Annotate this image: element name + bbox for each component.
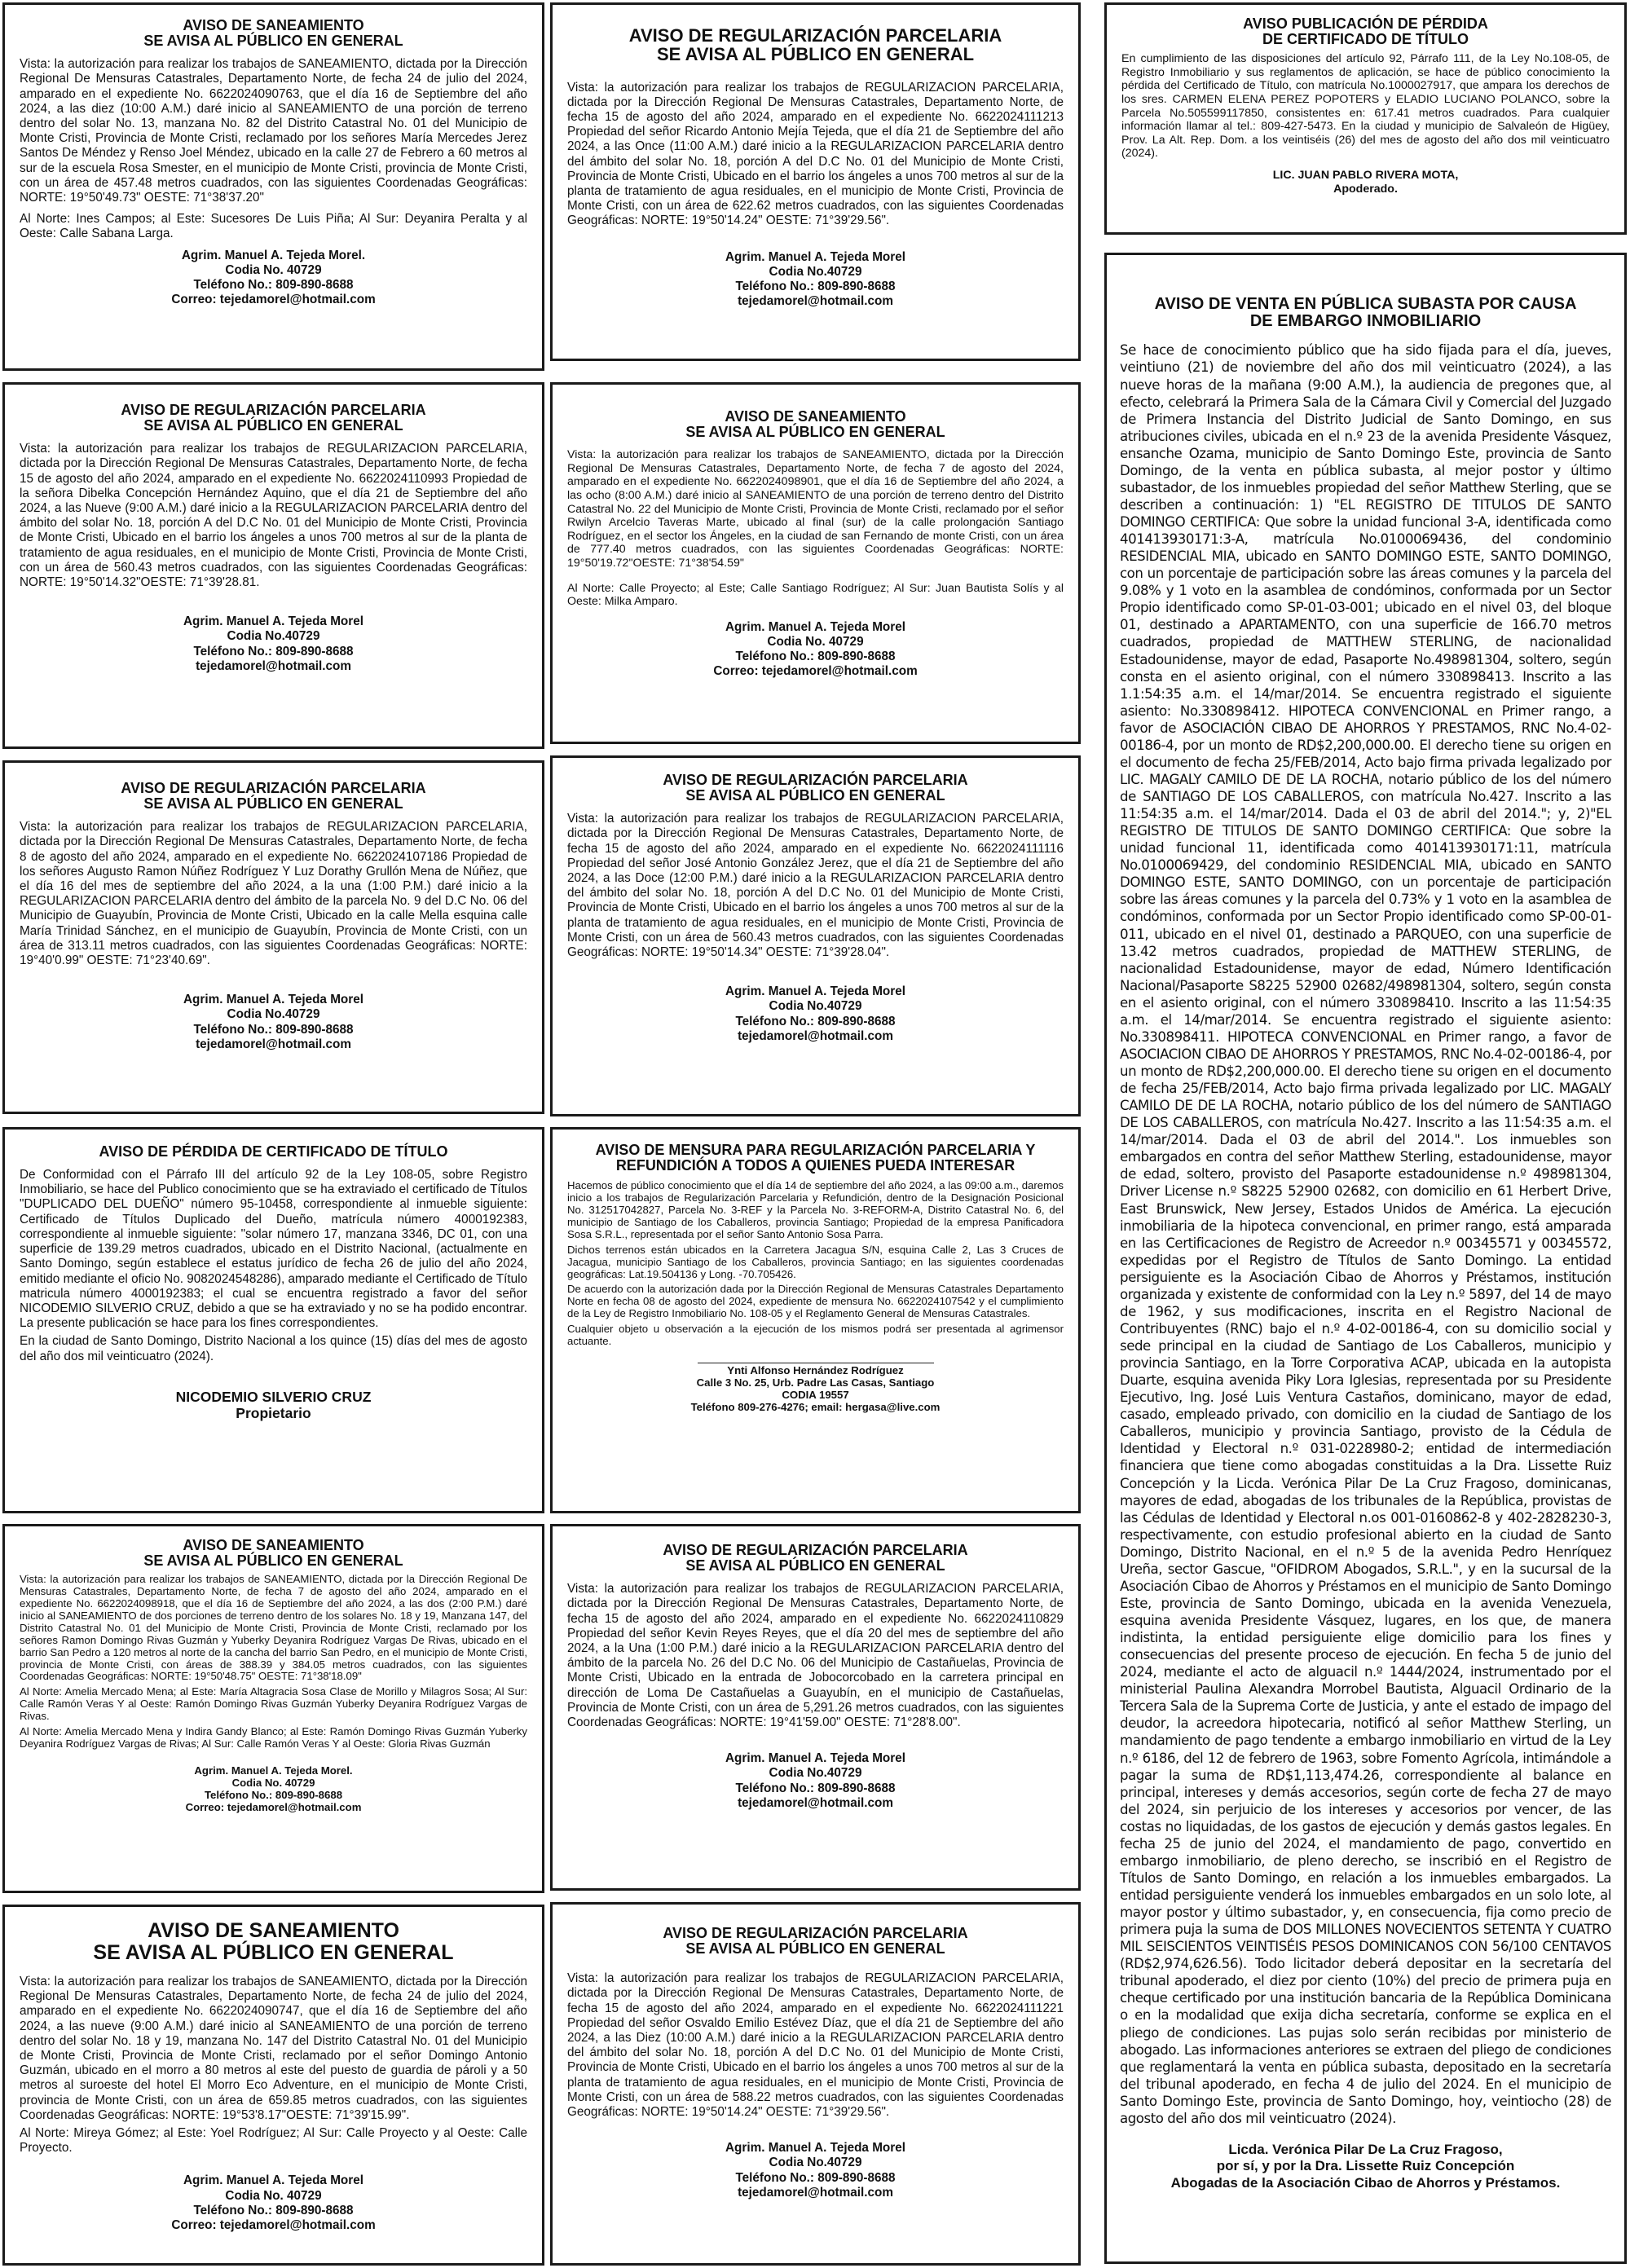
notice-regularizacion-4 — [550, 755, 1081, 1116]
title-line: REFUNDICIÓN A TODOS A QUIENES PUEDA INTERESAR — [615, 1157, 1015, 1174]
signature-line: LIC. JUAN PABLO RIVERA MOTA, — [1272, 169, 1459, 183]
signature-line: Correo: tejedamorel@hotmail.com — [171, 293, 376, 307]
notice-title — [1121, 16, 1610, 47]
notice-body: Dichos terrenos están ubicados en la Carretera Jacagua S/N, esquina Calle 2, Las 3 Cruces de Jacagua, municipio Santiago de los Caballeros, provincia Santiago; en las siguientes coordenadas geográficas: Lat.19.504136 y Long. -70.705426. — [567, 1243, 1064, 1280]
notice-regularizacion-1 — [2, 382, 544, 749]
title-line: AVISO DE REGULARIZACIÓN PARCELARIA — [121, 402, 426, 418]
notice-signature — [567, 620, 1064, 680]
signature-line: Teléfono No.: 809-890-8688 — [193, 644, 354, 658]
signature-line: Codia No. 40729 — [767, 635, 864, 650]
title-line: SE AVISA AL PÚBLICO EN GENERAL — [143, 1552, 403, 1570]
signature-line: Teléfono No.: 809-890-8688 — [735, 1014, 896, 1028]
notice-body: Vista: la autorización para realizar los trabajos de REGULARIZACION PARCELARIA, dictada por la Dirección Regional De Mensuras Catastrales, Departamento Norte, de fecha 15 de agosto del año 2024, amparado en el expediente No. 6622024111221 Propiedad del señor Osvaldo Emilio Estévez Díaz, que el día 21 de Septiembre del año 2024, a las Diez (10:00 A.M.) daré inicio a la REGULARIZACION PARCELARIA dentro del ámbito del solar No. 18, porción A del D.C No. 01 del Municipio de Monte Cristi, Provincia de Monte Cristi, Ubicado en el barrio los ángeles a unos 700 metros al sur de la planta de tratamiento de agua residuales, en el municipio de Monte Cristi, Provincia de Monte Cristi, con un área de 588.22 metros cuadrados, con las siguientes Coordenadas Geográficas: NORTE: 19°50'14.24" OESTE: 71°39'29.56". — [567, 1971, 1064, 2119]
title-line: DE EMBARGO INMOBILIARIO — [1249, 312, 1482, 331]
signature-line: Agrim. Manuel A. Tejeda Morel — [725, 1751, 905, 1766]
notice-body: Vista: la autorización para realizar los trabajos de REGULARIZACION PARCELARIA, dictada por la Dirección Regional De Mensuras Catastrales, Departamento Norte, de fecha 15 de agosto del año 2024, amparado en el expediente No. 6622024111213 Propiedad del señor Ricardo Antonio Mejía Tejeda, que el día 21 de Septiembre del año 2024, a las Once (11:00 A.M.) daré inicio a la REGULARIZACION PARCELARIA dentro del ámbito del solar No. 18, porción A del D.C No. 01 del Municipio de Monte Cristi, Provincia de Monte Cristi, Ubicado en el barrio los ángeles a unos 700 metros al sur de la planta de tratamiento de agua residuales, en el municipio de Monte Cristi, Provincia de Monte Cristi, con un área de 622.62 metros cuadrados, con las siguientes Coordenadas Geográficas: NORTE: 19°50'14.24" OESTE: 71°39'29.56". — [567, 80, 1064, 228]
notice-body: Cualquier objeto u observación a la ejecución de los mismos podrá ser presentada al agrimensor actuante. — [567, 1323, 1064, 1348]
signature-line: Agrim. Manuel A. Tejeda Morel — [725, 619, 905, 634]
title-line: SE AVISA AL PÚBLICO EN GENERAL — [143, 33, 403, 50]
notice-title — [20, 403, 527, 434]
notice-venta-subasta — [1104, 253, 1627, 2264]
signature-line: tejedamorel@hotmail.com — [738, 1795, 893, 1810]
title-line: AVISO DE REGULARIZACIÓN PARCELARIA — [628, 25, 1002, 46]
signature-line: Agrim. Manuel A. Tejeda Morel — [183, 614, 363, 629]
signature-line: Apoderado. — [1333, 182, 1398, 196]
signature-line: Codia No.40729 — [227, 629, 320, 644]
signature-line: Propietario — [236, 1404, 311, 1421]
notice-title — [567, 1543, 1064, 1574]
signature-line: Teléfono 809-276-4276; email: hergasa@live.com — [690, 1400, 941, 1413]
signature-line: Teléfono No.: 809-890-8688 — [193, 2203, 354, 2217]
signature-line: Codia No. 40729 — [231, 1776, 315, 1789]
signature-line: Teléfono No.: 809-890-8688 — [193, 1022, 354, 1037]
notice-body: Vista: la autorización para realizar los trabajos de SANEAMIENTO, dictada por la Dirección Regional De Mensuras Catastrales, Departamento Norte, de fecha 7 de agosto del año 2024, amparado en el expediente No. 6622024098918, que el día 16 de Septiembre del año 2024, a las dos (2:00 P.M.) daré inicio al SANEAMIENTO de dos porciones de terreno dentro de los solares No. 18 y 19, Manzana 147, del Distrito Catastral No. 01 del Municipio de Monte Cristi, Provincia de Monte Cristi, reclamado por los señores Ramon Domingo Rivas Guzmán y Yuberky Deyanira Rodríguez Vargas De Rivas, ubicado en el barrio San Pedro a 120 metros al norte de la cancha del barrio San Pedro, en el municipio de Monte Cristi, provincia de Monte Cristi, con áreas de 388.39 y 384.05 metros cuadrados, con las siguientes Coordenadas Geográficas: NORTE: 19°50'48.75" OESTE: 71°38'18.09" — [20, 1573, 527, 1683]
title-line: DE CERTIFICADO DE TÍTULO — [1262, 31, 1469, 48]
signature-line: NICODEMIO SILVERIO CRUZ — [175, 1388, 372, 1405]
signature-line: tejedamorel@hotmail.com — [738, 294, 893, 309]
signature-line: por sí, y por la Dra. Lissette Ruiz Concepción — [1216, 2158, 1515, 2174]
notice-title — [567, 1926, 1064, 1957]
title-line: SE AVISA AL PÚBLICO EN GENERAL — [143, 417, 403, 434]
signature-line: Teléfono No.: 809-890-8688 — [735, 1781, 896, 1795]
notice-signature — [1121, 169, 1610, 196]
signature-line: Agrim. Manuel A. Tejeda Morel — [725, 249, 905, 264]
signature-line: Codia No.40729 — [769, 999, 862, 1014]
notice-title — [20, 18, 527, 49]
signature-line: Agrim. Manuel A. Tejeda Morel. — [194, 1764, 353, 1777]
title-line: AVISO DE REGULARIZACIÓN PARCELARIA — [663, 1542, 968, 1558]
notice-saneamiento-4 — [2, 1905, 544, 2266]
notice-signature — [20, 993, 527, 1052]
signature-line: Correo: tejedamorel@hotmail.com — [713, 664, 918, 679]
notice-body: Al Norte: Mireya Gómez; al Este: Yoel Rodríguez; Al Sur: Calle Proyecto y al Oeste: Calle Proyecto. — [20, 2126, 527, 2156]
notice-title — [20, 1144, 527, 1160]
notice-saneamiento-1 — [2, 2, 544, 371]
notice-title — [20, 1920, 527, 1963]
notice-signature — [567, 984, 1064, 1044]
signature-line: tejedamorel@hotmail.com — [738, 2185, 893, 2200]
signature-line: Calle 3 No. 25, Urb. Padre Las Casas, Santiago — [696, 1376, 935, 1389]
title-line: AVISO DE REGULARIZACIÓN PARCELARIA — [663, 772, 968, 788]
title-line: AVISO DE SANEAMIENTO — [148, 1919, 399, 1942]
notice-body: Vista: la autorización para realizar los trabajos de SANEAMIENTO, dictada por la Dirección Regional De Mensuras Catastrales, Departamento Norte, de fecha 7 de agosto del 2024, amparado en el expediente No. 6622024098901, que el día 16 de Septiembre del año 2024, a las ocho (8:00 A.M.) daré inicio al SANEAMIENTO de una porción de terreno dentro del Distrito Catastral No. 22 del Municipio de Monte Cristi, Provincia de Monte Cristi, reclamado por el señor Rwilyn Arcelcio Taveras Marte, ubicado al final (sur) de la calle prolongación Santiago Rodríguez, en el sector los Ángeles, en la ciudad de san Fernando de monte Cristi, con un área de 777.40 metros cuadrados, con las siguientes Coordenadas Geográficas: NORTE: 19°50'19.72"OESTE: 71°38'54.59" — [567, 448, 1064, 570]
title-line: AVISO DE VENTA EN PÚBLICA SUBASTA POR CAUSA — [1154, 295, 1577, 313]
notice-signature — [567, 1751, 1064, 1811]
signature-line: tejedamorel@hotmail.com — [738, 1028, 893, 1043]
signature-line: Codia No.40729 — [769, 2156, 862, 2170]
signature-line: Teléfono No.: 809-890-8688 — [193, 278, 354, 292]
notice-body: Vista: la autorización para realizar los trabajos de REGULARIZACION PARCELARIA, dictada por la Dirección Regional De Mensuras Catastrales, Departamento Norte, de fecha 15 de agosto del año 2024, amparado en el expediente No. 6622024111116 Propiedad del señor José Antonio González Jerez, que el día 21 de Septiembre del año 2024, a las Doce (12:00 P.M.) daré inicio a la REGULARIZACION PARCELARIA dentro del ámbito del solar No. 18, porción A del D.C No. 01 del Municipio de Monte Cristi, Provincia de Monte Cristi, Ubicado en el barrio los ángeles a unos 700 metros al sur de la planta de tratamiento de agua residuales, en el municipio de Monte Cristi, Provincia de Monte Cristi, con un área de 560.43 metros cuadrados, con las siguientes Coordenadas Geográficas: NORTE: 19°50'14.34" OESTE: 71°39'28.04". — [567, 812, 1064, 959]
notice-body: Al Norte: Amelia Mercado Mena y Indira Gandy Blanco; al Este: Ramón Domingo Rivas Guzmán Yuberky Deyanira Rodríguez Vargas de Rivas; Al Sur: Calle Ramón Veras Y al Oeste: Gloria Rivas Guzmán — [20, 1725, 527, 1750]
title-line: AVISO DE SANEAMIENTO — [183, 17, 364, 33]
title-line: AVISO DE SANEAMIENTO — [183, 1537, 364, 1553]
signature-line: Correo: tejedamorel@hotmail.com — [171, 2218, 376, 2233]
signature-line: tejedamorel@hotmail.com — [196, 658, 351, 673]
notice-body: Vista: la autorización para realizar los trabajos de REGULARIZACION PARCELARIA, dictada por la Dirección Regional De Mensuras Catastrales, Departamento Norte, de fecha 15 de agosto del año 2024, amparado en el expediente No. 6622024110993 Propiedad de la señora Dibelka Concepción Hernández Aquino, que el día 21 de Septiembre del año 2024, a las Nueve (9:00 A.M.) daré inicio a la REGULARIZACION PARCELARIA dentro del ámbito del solar No. 18, porción A del D.C No. 01 del Municipio de Monte Cristi, Provincia de Monte Cristi, Ubicado en el barrio los ángeles a unos 700 metros al sur de la planta de tratamiento de agua residuales, en el municipio de Monte Cristi, Provincia de Monte Cristi, con un área de 560.43 metros cuadrados, con las siguientes Coordenadas Geográficas: NORTE: 19°50'14.32"OESTE: 71°39'28.81. — [20, 442, 527, 589]
notice-perdida-certificado — [2, 1127, 544, 1513]
signature-line: tejedamorel@hotmail.com — [196, 1037, 351, 1051]
notice-title — [1120, 296, 1611, 330]
title-line: SE AVISA AL PÚBLICO EN GENERAL — [93, 1940, 454, 1964]
notice-mensura — [550, 1127, 1081, 1513]
signature-line: Licda. Verónica Pilar De La Cruz Fragoso, — [1228, 2141, 1503, 2157]
notice-body: En cumplimiento de las disposiciones del artículo 92, Párrafo 111, de la Ley No.108-05, de Registro Inmobiliario y sus reglamentos de aplicación, se hace de público conocimiento la pérdida del Certificado de Título, con matrícula No.1000027917, que ampara los derechos de los sres. CARMEN ELENA PEREZ POPOTERS y ELADIO LUCIANO POLANCO, sobre la Parcela No.505599117850, consistentes en: 617.41 metros cuadrados. Para cualquier información llamar al tel.: 809-427-5473. En la ciudad y municipio de Salvaleón de Higüey, Prov. La Alt. Rep. Dom. a los veintiséis (26) del mes de agosto del año dos mil veinticuatro (2024). — [1121, 52, 1610, 161]
signature-line: Codia No.40729 — [769, 1766, 862, 1781]
notice-title — [567, 773, 1064, 804]
title-line: SE AVISA AL PÚBLICO EN GENERAL — [685, 424, 945, 441]
signature-line: Codia No. 40729 — [225, 2188, 322, 2203]
signature-line: Codia No.40729 — [227, 1007, 320, 1022]
title-line: AVISO DE PÉRDIDA DE CERTIFICADO DE TÍTULO — [99, 1143, 448, 1160]
title-line: SE AVISA AL PÚBLICO EN GENERAL — [685, 1940, 945, 1958]
signature-line: Agrim. Manuel A. Tejeda Morel — [183, 2173, 363, 2188]
signature-line: Agrim. Manuel A. Tejeda Morel — [725, 2141, 905, 2156]
notice-saneamiento-3 — [2, 1524, 544, 1893]
notice-signature — [20, 614, 527, 674]
notice-signature — [567, 2141, 1064, 2200]
notice-signature — [20, 2173, 527, 2233]
notice-body: Vista: la autorización para realizar los trabajos de REGULARIZACION PARCELARIA, dictada por la Dirección Regional De Mensuras Catastrales, Departamento Norte, de fecha 15 de agosto del año 2024, amparado en el expediente No. 6622024110829 Propiedad del señor Kevin Reyes Reyes, que el día 20 del mes de septiembre del año 2024, a la Una (1:00 P.M.) daré inicio a la REGULARIZACION PARCELARIA dentro del ámbito de la parcela No. 26 del D.C No. 06 del Municipio de Castañuelas, Provincia de Monte Cristi, Ubicado en la entrada de Jobocorcobado en la carretera principal en dirección de Loma De Castañuelas a Guayubín, en el municipio de Castañuelas, Provincia de Monte Cristi, con un área de 5,291.26 metros cuadrados, con las siguientes Coordenadas Geográficas: NORTE: 19°41'59.00" OESTE: 71°28'8.00". — [567, 1582, 1064, 1729]
signature-line: Teléfono No.: 809-890-8688 — [204, 1788, 343, 1801]
signature-line: Agrim. Manuel A. Tejeda Morel. — [181, 248, 366, 262]
notice-title — [567, 26, 1064, 64]
notice-signature — [20, 249, 527, 308]
notice-body: Hacemos de público conocimiento que el día 14 de septiembre del año 2024, a las 09:00 a.m., daremos inicio a los trabajos de Regularización Parcelaria y Refundición, dentro de la Designación Posicional No. 312517042827, Parcela No. 3-REF y la Parcela No. 3-REFORM-A, Distrito Catastral No. 6, del municipio de Santiago de los Caballeros, provincia Santiago; Propiedad de la empresa Panificadora Sosa S.R.L., representada por el señor Santo Antonio Sosa Parra. — [567, 1179, 1064, 1240]
notice-body: De acuerdo con la autorización dada por la Dirección Regional de Mensuras Catastrales Departamento Norte en fecha 08 de agosto del 2024, expediente de mensura No. 6622024107542 y el cumplimiento de la Ley de Registro Inmobiliario No. 108-05 y el Reglamento General de Mensuras Catastrales. — [567, 1283, 1064, 1320]
signature-line: Codia No. 40729 — [225, 262, 322, 277]
title-line: SE AVISA AL PÚBLICO EN GENERAL — [656, 44, 975, 65]
title-line: SE AVISA AL PÚBLICO EN GENERAL — [685, 787, 945, 804]
signature-line: Codia No.40729 — [769, 264, 862, 279]
notice-body: Vista: la autorización para realizar los trabajos de SANEAMIENTO, dictada por la Dirección Regional De Mensuras Catastrales, Departamento Norte, de fecha 24 de julio del 2024, amparado en el expediente No. 6622024090763, que el día 16 de Septiembre del año 2024, a las diez (10:00 A.M.) daré inicio al SANEAMIENTO de una porción de terreno dentro del solar No. 13, manzana No. 82 del Distrito Catastral No. 01 del Municipio de Monte Cristi, Provincia de Monte Cristi, reclamado por los señores María Mercedes Jerez Santos De Méndez y Renso Joel Méndez, ubicado en la calle 27 de Febrero a 60 metros al sur de la escuela Rosa Smester, en el municipio de Monte Cristi, provincia de Monte Cristi, con un área de 457.48 metros cuadrados, con las siguientes Coordenadas Geográficas: NORTE: 19°50'49.73" OESTE: 71°38'37.20" — [20, 57, 527, 205]
notice-body: Se hace de conocimiento público que ha sido fijada para el día, jueves, veintiuno (21) de noviembre del año dos mil veinticuatro (2024), a las nueve horas de la mañana (9:00 A.M.), la audiencia de pregones que, al efecto, celebrará la Primera Sala de la Cámara Civil y Comercial del Juzgado de Primera Instancia del Distrito Judicial de Santo Domingo, en sus atribuciones civiles, ubicada en el n.º 23 de la avenida Presidente Vásquez, ensanche Ozama, municipio de Santo Domingo Este, provincia de Santo Domingo, de la venta en pública subasta, al mejor postor y último subastador, de los inmuebles propiedad del señor Matthew Sterling, que se describen a continuación: 1) "EL REGISTRO DE TITULOS DE SANTO DOMINGO CERTIFICA: Que sobre la unidad funcional 3-A, identificada como 401413930171:3-A, matrícula No.0100069436, del condominio RESIDENCIAL MIA, ubicado en SANTO DOMINGO ESTE, SANTO DOMINGO, con un porcentaje de participación sobre las áreas comunes y la parcela del 9.08% y 1 voto en la asamblea de condóminos, conformada por un Sector Propio identificado como SP-01-03-001; ubicado en el nivel 03, del bloque 01, destinado a APARTAMENTO, con una superficie de 166.70 metros cuadrados, propiedad de MATTHEW STERLING, de nacionalidad Estadounidense, mayor de edad, Pasaporte No.498981304, soltero, según consta en el asiento original, con el número 330898413. Inscrito a las 1.1:54:35 a.m. el 14/mar/2014. Se encuentra registrado el siguiente asiento: No.330898412. HIPOTECA CONVENCIONAL en Primer rango, a favor de ASOCIACIÓN CIBAO DE AHORROS Y PRESTAMOS, RNC No.4-02-00186-4, por un monto de RD$2,200,000.00. El derecho tiene su origen en el documento de fecha 25/FEB/2014, Acto bajo firma privada legalizado por LIC. MAGALY CAMILO DE DE LA ROCHA, notario público de los del número de SANTIAGO DE LOS CABALLEROS, con matrícula No.427. Inscrito a las 11:54:35 a.m. el 14/mar/2014. Dada el 03 de abril del 2014."; y, 2)"EL REGISTRO DE TITULOS DE SANTO DOMINGO CERTIFICA: Que sobre la unidad funcional 11, identificada como 401413930171:11, matrícula No.0100069429, del condominio RESIDENCIAL MIA, ubicado en SANTO DOMINGO ESTE, SANTO DOMINGO, con un porcentaje de participación sobre las áreas comunes y la parcela del 0.73% y 1 voto en la asamblea de condóminos, conformada por un Sector Propio identificado como SP-00-01-011, ubicado en el nivel 01, destinado a PARQUEO, con una superficie de 13.42 metros cuadrados, propiedad de MATTHEW STERLING, de nacionalidad Estadounidense, mayor de edad, Número Identificación Nacional/Pasaporte S8225 52900 02682/498981304, soltero, según consta en el asiento original, con el número 330898410. Inscrito a las 11:54:35 a.m. el 14/mar/2014. Se encuentra registrado el siguiente asiento: No.330898411. HIPOTECA CONVENCIONAL en Primer rango, a favor de ASOCIACION CIBAO DE AHORROS Y PRESTAMOS, RNC No.4-02-00186-4, por un monto de RD$2,200,000.00. El derecho tiene su origen en el documento de fecha 25/FEB/2014, Acto bajo firma privada legalizado por LIC. MAGALY CAMILO DE DE LA ROCHA, notario público de los del número de SANTIAGO DE LOS CABALLEROS, con matrícula No.427. Inscrito a las 11:54:35 a.m. el 14/mar/2014. Dada el 03 de abril del 2014.". Los inmuebles son embargados en contra del señor Matthew Sterling, estadounidense, mayor de edad, soltero, provisto del Pasaporte estadounidense n.º 498981304, Driver License n.º S8225 52900 02682, con domicilio en 61 Herbert Drive, East Brunswick, New Jersey, Estados Unidos de América. La ejecución inmobiliaria de la hipoteca convencional, en primer rango, está amparada en las Certificaciones de Registro de Acreedor n.º 00345571 y 00345572, expedidas por el Registro de Títulos de Santo Domingo. La entidad persiguiente es la Asociación Cibao de Ahorros y Préstamos, institución organizada y existente de conformidad con la Ley n.º 5897, del 14 de mayo de 1962, y sus modificaciones, inscrita en el Registro Nacional de Contribuyentes (RNC) bajo el n.º 4-02-00186-4, con su domicilio social y sede principal en la ciudad de Santiago de Los Caballeros, municipio y provincia Santiago, en la Torre Corporativa ACAP, ubicada en la autopista Duarte, esquina avenida Piky Lora Iglesias, representada por su Presidente Ejecutivo, Ing. José Luis Ventura Castaños, dominicano, mayor de edad, casado, empleado privado, con domicilio en la ciudad de Santiago de los Caballeros, municipio y provincia Santiago, provisto de la Cédula de Identidad y Electoral n.º 031-0228980-2; entidad de intermediación financiera que tiene como abogadas constituidas a la Dra. Lissette Ruiz Concepción y la Licda. Verónica Pilar De La Cruz Fragoso, dominicanas, mayores de edad, abogadas de los tribunales de la República, provistas de las Cédulas de Identidad y Electoral n.os 001-0160862-8 y 402-2828230-3, respectivamente, con estudio profesional abierto en la ciudad de Santo Domingo, Distrito Nacional, en el n.º 5 de la avenida Pedro Henríquez Ureña, sector Gascue, "OFIDROM Abogados, S.R.L.", y en la sucursal de la Asociación Cibao de Ahorros y Préstamos en el municipio de Santo Domingo Este, provincia de Santo Domingo, ubicada en la avenida Venezuela, esquina avenida Presidente Vásquez, lugares, en los que, de manera indistinta, la entidad persiguiente elige domicilio para los fines y consecuencias del presente proceso de ejecución. En fecha 5 de junio del 2024, mediante el acto de alguacil n.º 1444/2024, instrumentado por el ministerial Paulina Alexandra Morrobel Bautista, Alguacil Ordinario de la Tercera Sala de la Suprema Corte de Justicia, y ante el estado de impago del deudor, la acreedora hipotecaria, notificó al señor Matthew Sterling, un mandamiento de pago tendente a embargo inmobiliario en virtud de la Ley n.º 6186, del 12 de febrero de 1963, sobre Fomento Agrícola, intimándole a pagar la suma de RD$1,113,474.26, correspondiente al balance en principal, intereses y demás accesorios, según corte de fecha 27 de mayo del 2024, sin perjuicio de los intereses y accesorios por vencer, de las costas no liquidadas, de los gastos de ejecución y demás gastos legales. En fecha 25 de junio del 2024, el mandamiento de pago, convertido en embargo inmobiliario, de pleno derecho, se inscribió en el Registro de Títulos de Santo Domingo, en relación a los inmuebles embargados. La entidad persiguiente venderá los inmuebles embargados en un solo lote, al mayor postor y último subastador, y, en consecuencia, fija como precio de primera puja la suma de DOS MILLONES NOVECIENTOS SETENTA Y CUATRO MIL SEISCIENTOS VEINTISÉIS PESOS DOMINICANOS CON 56/100 CENTAVOS (RD$2,974,626.56). Todo licitador deberá depositar en la secretaría del tribunal apoderado, el diez por ciento (10%) del precio de primera puja en cheque certificado por una institución bancaria de la República Dominicana o en la modalidad que exija dicha secretaría, conforme se explica en el pliego de condiciones. Las pujas solo serán recibidas por ministerio de abogado. Las informaciones anteriores se extraen del pliego de condiciones que reglamentará la venta en pública subasta, depositado en la secretaría del tribunal apoderado, en fecha 4 de julio del 2024. En el municipio de Santo Domingo Este, provincia de Santo Domingo, hoy, veintiocho (28) de agosto del año dos mil veinticuatro (2024). — [1120, 342, 1611, 2126]
title-line: SE AVISA AL PÚBLICO EN GENERAL — [685, 1557, 945, 1574]
notice-signature — [20, 1765, 527, 1814]
notice-regularizacion-5 — [550, 1524, 1081, 1891]
signature-line: Ynti Alfonso Hernández Rodríguez — [727, 1363, 904, 1376]
signature-line: CODIA 19557 — [782, 1388, 849, 1401]
notice-signature — [567, 1365, 1064, 1414]
title-line: SE AVISA AL PÚBLICO EN GENERAL — [143, 795, 403, 813]
notice-title — [567, 409, 1064, 440]
notice-body: En la ciudad de Santo Domingo, Distrito Nacional a los quince (15) días del mes de agosto del año dos mil veinticuatro (2024). — [20, 1334, 527, 1363]
signature-line: Agrim. Manuel A. Tejeda Morel — [183, 993, 363, 1007]
notice-title — [20, 781, 527, 812]
notice-body: Al Norte: Calle Proyecto; al Este; Calle Santiago Rodríguez; Al Sur: Juan Bautista Solís y al Oeste: Milka Amparo. — [567, 581, 1064, 609]
notice-title — [20, 1538, 527, 1569]
signature-line: Agrim. Manuel A. Tejeda Morel — [725, 984, 905, 999]
notice-saneamiento-2 — [550, 382, 1081, 744]
notice-title — [567, 1143, 1064, 1174]
notice-signature — [1120, 2142, 1611, 2191]
notice-signature — [567, 250, 1064, 310]
title-line: AVISO DE MENSURA PARA REGULARIZACIÓN PARCELARIA Y — [595, 1142, 1036, 1158]
signature-line: Correo: tejedamorel@hotmail.com — [185, 1800, 362, 1813]
notice-body: Al Norte: Ines Campos; al Este: Sucesores De Luis Piña; Al Sur: Deyanira Peralta y al Oeste: Calle Sabana Larga. — [20, 212, 527, 241]
signature-line: Teléfono No.: 809-890-8688 — [735, 650, 896, 664]
title-line: AVISO DE REGULARIZACIÓN PARCELARIA — [121, 780, 426, 796]
notice-body: Vista: la autorización para realizar los trabajos de SANEAMIENTO, dictada por la Dirección Regional De Mensuras Catastrales, Departamento Norte, de fecha 24 de julio del 2024, amparado en el expediente No. 6622024090747, que el día 16 de Septiembre del año 2024, a las nueve (9:00 A.M.) daré inicio al SANEAMIENTO de una porción de terreno dentro del solar No. 18 y 19, manzana No. 147 del Distrito Catastral No. 01 del Municipio de Monte Cristi, Provincia de Monte Cristi, reclamado por el señor Domingo Antonio Guzmán, ubicado en el morro a 80 metros al este del puesto de guardia de pároli y a 50 metros al suroeste del hotel El Morro Eco Adventure, en el municipio de Monte Cristi, provincia de Monte Cristi, con un área de 659.85 metros cuadrados, con las siguientes Coordenadas Geográficas: NORTE: 19°53'8.17"OESTE: 71°39'15.99". — [20, 1975, 527, 2122]
notice-regularizacion-6 — [550, 1902, 1081, 2266]
signature-line: Abogadas de la Asociación Cibao de Ahorros y Préstamos. — [1170, 2174, 1561, 2191]
title-line: AVISO DE SANEAMIENTO — [725, 408, 906, 425]
notice-body: Al Norte: Amelia Mercado Mena; al Este: María Altagracia Sosa Clase de Morillo y Milagros Sosa; Al Sur: Calle Ramón Veras Y al Oeste: Ramón Domingo Rivas Guzmán Yuberky Deyanira Rodríguez Vargas de Rivas. — [20, 1685, 527, 1723]
notice-body: De Conformidad con el Párrafo III del artículo 92 de la Ley 108-05, sobre Registro Inmobiliario, se hace del Publico conocimiento que se ha extraviado el certificado de Títulos "DUPLICADO DEL DUEÑO" número 95-10458, correspondiente al inmueble siguiente: Certificado de Títulos Duplicado del Dueño, matrícula número 4000192383, correspondiente al inmueble siguiente: "solar número 17, manzana 3346, DC 01, con una superficie de 139.29 metros cuadrados, ubicado en el Distrito Nacional, (actualmente en Santo Domingo, según establece el estatus jurídico de fecha 26 de julio del año 2024, emitido mediante el oficio No. 9082024548286), amparado mediante el Certificado de Título matricula número 4000192383; el cual se encuentra registrado a favor del señor NICODEMIO SILVERIO CRUZ, debido a que se ha extraviado y no se ha podido encontrar. La presente publicación se hace para los fines correspondientes. — [20, 1168, 527, 1331]
title-line: AVISO PUBLICACIÓN DE PÉRDIDA — [1243, 15, 1488, 32]
title-line: AVISO DE REGULARIZACIÓN PARCELARIA — [663, 1925, 968, 1941]
notice-signature — [20, 1389, 527, 1421]
signature-line: Teléfono No.: 809-890-8688 — [735, 280, 896, 294]
notice-publicacion-perdida — [1104, 2, 1627, 235]
notice-body: Vista: la autorización para realizar los trabajos de REGULARIZACION PARCELARIA, dictada por la Dirección Regional De Mensuras Catastrales, Departamento Norte, de fecha 8 de agosto del año 2024, amparado en el expediente No. 6622024107186 Propiedad de los señores Augusto Ramon Núñez Rodríguez Y Luz Dorathy Grullón Mena de Núñez, que el día 16 del mes de septiembre del año 2024, a la una (1:00 P.M.) daré inicio a la REGULARIZACION PARCELARIA dentro del ámbito de la parcela No. 9 del D.C No. 06 del Municipio de Guayubín, Provincia de Monte Cristi, Ubicado en la calle Mella esquina calle María Trinidad Sánchez, en el municipio de Guayubín, Provincia de Monte Cristi, con un área de 313.11 metros cuadrados, con las siguientes Coordenadas Geográficas: NORTE: 19°40'0.99" OESTE: 71°23'40.69". — [20, 820, 527, 967]
notice-regularizacion-2 — [550, 2, 1081, 361]
signature-line: Teléfono No.: 809-890-8688 — [735, 2170, 896, 2185]
notice-regularizacion-3 — [2, 760, 544, 1114]
